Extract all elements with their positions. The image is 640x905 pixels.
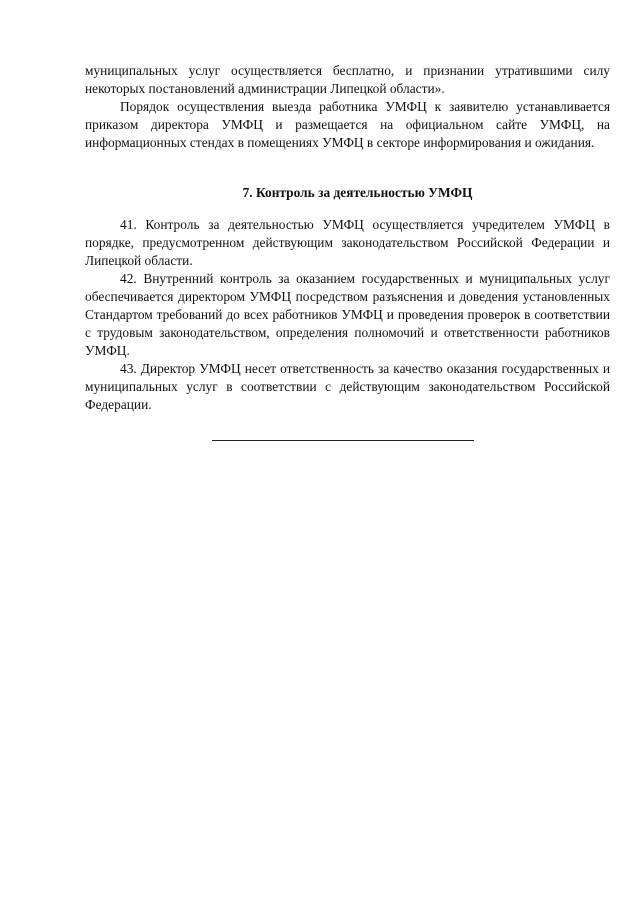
continuation-paragraph: муниципальных услуг осуществляется бесплатно, и признании утратившими силу некоторых постановлений администрации Липецкой области».: [85, 63, 610, 96]
previous-section-tail: [85, 62, 610, 152]
end-of-document-rule: [212, 440, 474, 441]
paragraph-43: 43. Директор УМФЦ несет ответственность за качество оказания государственных и муниципальных услуг в соответствии с действующим законодательством Российской Федерации.: [85, 361, 610, 412]
section-heading: 7. Контроль за деятельностью УМФЦ: [242, 185, 473, 200]
paragraph-42: 42. Внутренний контроль за оказанием государственных и муниципальных услуг обеспечивается директором УМФЦ посредством разъяснения и доведения установленных Стандартом требований до всех работников УМФЦ и проведения проверок в соответствии с трудовым законодательством, определения полномочий и ответственности работников УМФЦ.: [85, 271, 610, 358]
visit-order-paragraph: Порядок осуществления выезда работника УМФЦ к заявителю устанавливается приказом директора УМФЦ и размещается на официальном сайте УМФЦ, на информационных стендах в помещениях УМФЦ в секторе информирования и ожидания.: [85, 99, 610, 150]
section-body: [85, 216, 610, 414]
paragraph-41: 41. Контроль за деятельностью УМФЦ осуществляется учредителем УМФЦ в порядке, предусмотренном действующим законодательством Российской Федерации и Липецкой области.: [85, 217, 610, 268]
